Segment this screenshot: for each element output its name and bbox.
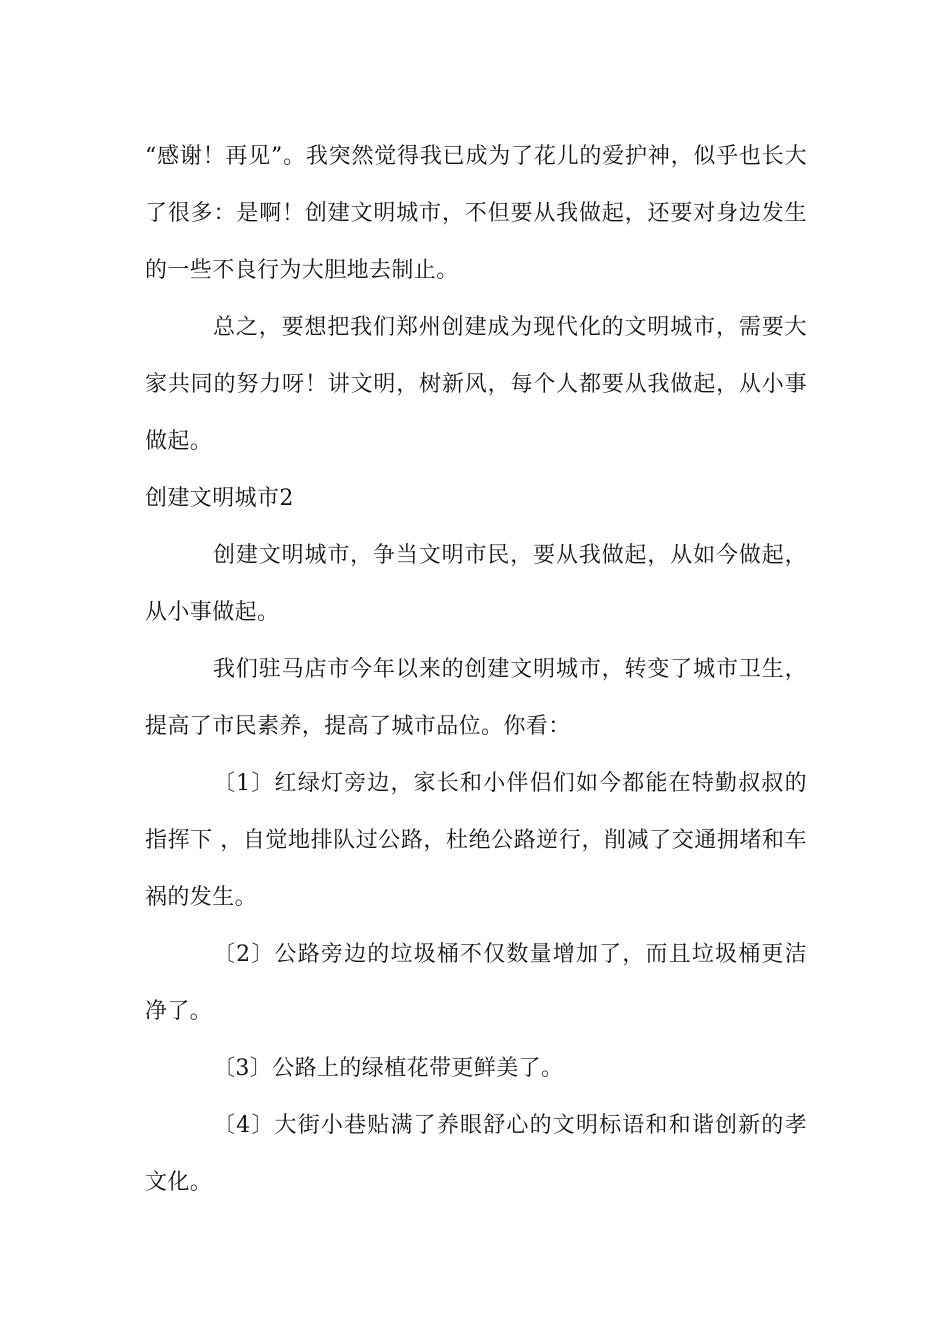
section-heading: 创建文明城市2 xyxy=(145,486,294,511)
paragraph-conclusion: 总之，要想把我们郑州创建成为现代化的文明城市，需要大家共同的努力呀！讲文明，树新风，每个人都要从我做起，从小事做起。 xyxy=(145,315,807,454)
list-item-1: 〔1〕红绿灯旁边，家长和小伴侣们如今都能在特勤叔叔的指挥下 ，自觉地排队过公路，杜绝公路逆行，削减了交通拥堵和车祸的发生。 xyxy=(145,771,807,910)
list-item-3: 〔3〕公路上的绿植花带更鲜美了。 xyxy=(213,1056,564,1081)
list-item-4: 〔4〕大街小巷贴满了养眼舒心的文明标语和和谐创新的孝文化。 xyxy=(145,1113,807,1195)
list-item-2: 〔2〕公路旁边的垃圾桶不仅数量增加了，而且垃圾桶更洁净了。 xyxy=(145,942,807,1024)
paragraph-overview: 我们驻马店市今年以来的创建文明城市，转变了城市卫生，提高了市民素养，提高了城市品位。你看： xyxy=(145,657,807,739)
document-body xyxy=(145,128,807,1211)
paragraph-intro: 创建文明城市，争当文明市民，要从我做起，从如今做起，从小事做起。 xyxy=(145,543,807,625)
paragraph-continuation: “感谢！再见”。我突然觉得我已成为了花儿的爱护神，似乎也长大了很多：是啊！创建文明城市，不但要从我做起，还要对身边发生的一些不良行为大胆地去制止。 xyxy=(145,144,807,283)
